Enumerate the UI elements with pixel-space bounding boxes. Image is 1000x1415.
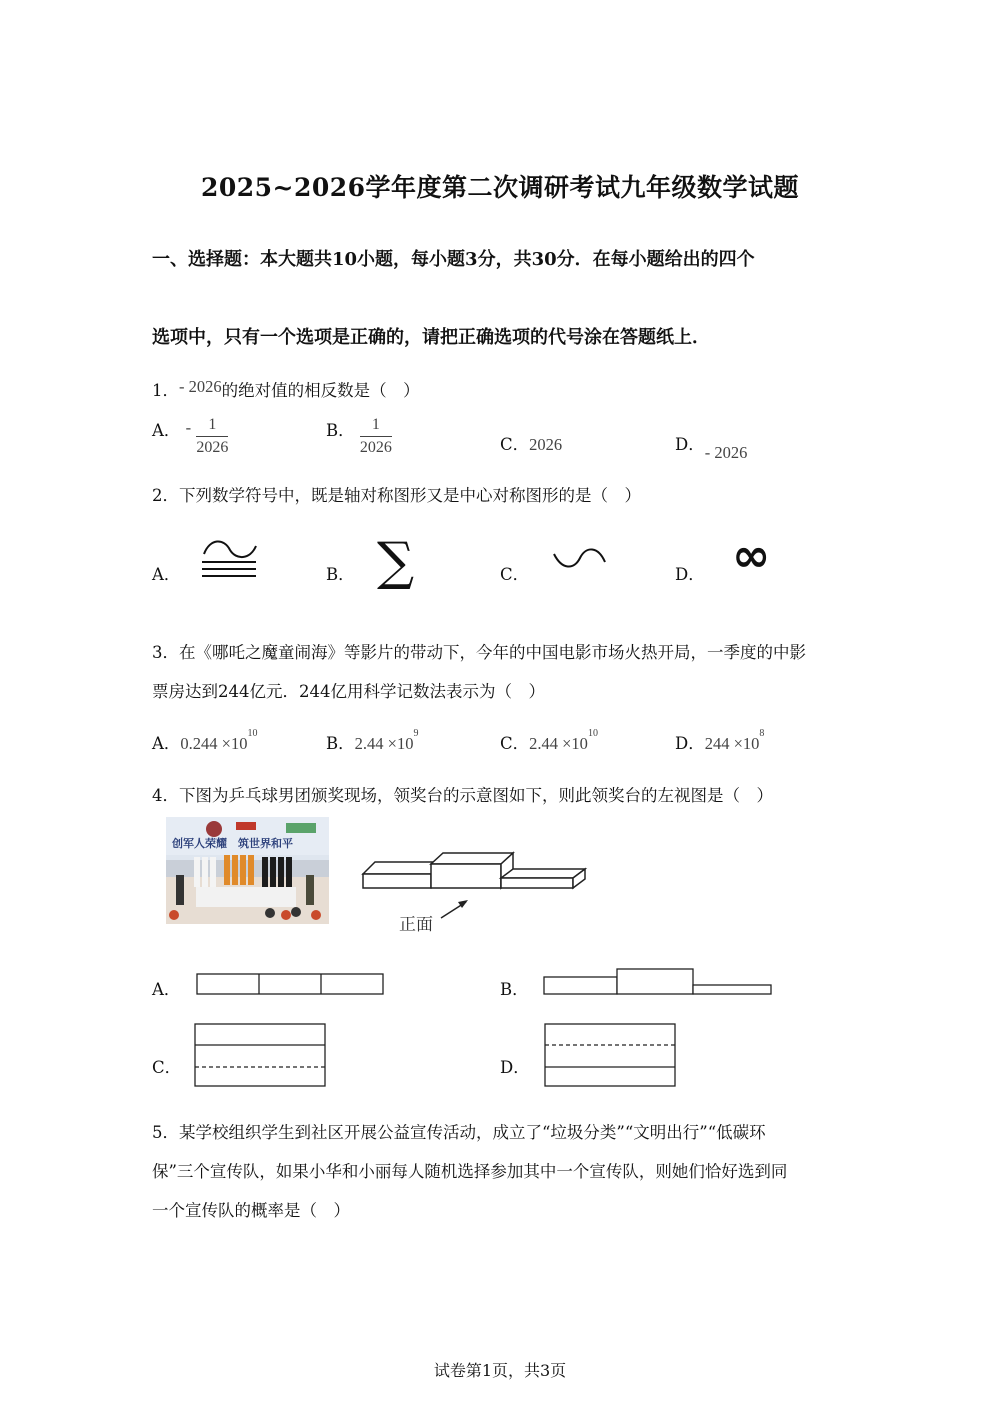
question-5-line2: 保”三个宣传队，如果小华和小丽每人随机选择参加其中一个宣传队，则她们恰好选到同 xyxy=(152,1162,788,1181)
q3-option-a[interactable] xyxy=(152,730,257,754)
award-ceremony-photo xyxy=(166,817,329,924)
q1-option-d-label: D． xyxy=(675,435,705,454)
q3-option-a-exponent: 10 xyxy=(247,728,258,739)
q3-option-b[interactable] xyxy=(326,730,418,754)
q4-option-b-label[interactable]: B． xyxy=(500,980,529,999)
q4-option-a-label[interactable]: A． xyxy=(152,980,181,999)
q4-option-c-label[interactable]: C． xyxy=(152,1058,182,1077)
question-5-line1: 5．某学校组织学生到社区开展公益宣传活动，成立了“垃圾分类”“文明出行”“低碳环 xyxy=(152,1123,766,1142)
question-4: 4．下图为乒乓球男团颁奖现场，领奖台的示意图如下，则此领奖台的左视图是（ ） xyxy=(152,786,773,805)
q3-option-c[interactable] xyxy=(500,730,598,754)
q3-option-c-exponent: 10 xyxy=(587,728,598,739)
question-1 xyxy=(152,377,420,401)
q1-option-d-value: - 2026 xyxy=(704,443,748,462)
q1-option-d[interactable] xyxy=(675,431,748,462)
q2-option-a-label[interactable]: A． xyxy=(152,565,181,584)
q1-option-b-fraction xyxy=(360,416,392,457)
q4-option-b-figure[interactable] xyxy=(543,968,775,998)
question-1-number: 1． xyxy=(152,381,179,400)
q3-option-d-label: D． xyxy=(675,734,705,753)
q1-option-c-value: 2026 xyxy=(529,435,563,454)
photo-banner: 创军人荣耀 筑世界和平 xyxy=(172,837,293,850)
q2-option-d-symbol: ∞ xyxy=(732,528,771,582)
numerator: 1 xyxy=(196,416,228,437)
q1-option-c-label: C． xyxy=(500,435,530,454)
front-label: 正面 xyxy=(399,915,433,935)
question-3-line1: 3．在《哪吒之魔童闹海》等影片的带动下，今年的中国电影市场火热开局，一季度的中影 xyxy=(152,643,806,662)
q3-option-d[interactable] xyxy=(675,730,764,754)
q3-option-b-base: 2.44 ×10 xyxy=(354,734,414,753)
q3-option-b-exponent: 9 xyxy=(413,728,419,739)
question-2-number: 2． xyxy=(152,486,179,505)
q1-option-a-label: A． xyxy=(152,421,181,440)
q1-option-b-label: B． xyxy=(326,421,355,440)
section-heading-line2: 选项中，只有一个选项是正确的，请把正确选项的代号涂在答题纸上． xyxy=(152,327,710,348)
denominator: 2026 xyxy=(196,439,229,456)
question-5-line3: 一个宣传队的概率是（ ） xyxy=(152,1201,350,1220)
q4-option-a-figure[interactable] xyxy=(196,973,386,997)
q2-option-c-symbol xyxy=(552,546,608,570)
denominator: 2026 xyxy=(359,439,392,456)
award-ceremony-illustration xyxy=(166,817,329,924)
page-footer: 试卷第1页，共3页 xyxy=(433,1361,567,1380)
q3-option-b-label: B． xyxy=(326,734,355,753)
question-3-line2: 票房达到244亿元．244亿用科学记数法表示为（ ） xyxy=(152,682,545,701)
q3-option-a-label: A． xyxy=(152,734,181,753)
q3-option-d-base: 244 ×10 xyxy=(704,734,760,753)
q2-option-a-symbol xyxy=(200,540,260,580)
question-2 xyxy=(152,482,641,506)
q3-option-d-exponent: 8 xyxy=(759,728,765,739)
q2-option-c-label[interactable]: C． xyxy=(500,565,530,584)
q3-option-c-base: 2.44 ×10 xyxy=(529,734,588,753)
question-1-text: 的绝对值的相反数是（ ） xyxy=(221,381,420,400)
question-2-text: 下列数学符号中，既是轴对称图形又是中心对称图形的是（ ） xyxy=(179,486,641,505)
q1-option-a-fraction xyxy=(196,416,228,457)
page-title: 2025~2026学年度第二次调研考试九年级数学试题 xyxy=(200,173,800,202)
numerator: 1 xyxy=(360,416,392,437)
q2-option-b-label[interactable]: B． xyxy=(326,565,355,584)
q3-option-c-label: C． xyxy=(500,734,530,753)
q3-option-a-base: 0.244 ×10 xyxy=(180,734,248,753)
q4-option-c-figure[interactable] xyxy=(194,1023,328,1089)
question-1-expression: - 2026 xyxy=(179,377,222,396)
section-heading-line1: 一、选择题：本大题共10小题，每小题3分，共30分．在每小题给出的四个 xyxy=(152,249,755,270)
q1-option-a-sign: - xyxy=(185,418,192,437)
q4-option-d-label[interactable]: D． xyxy=(500,1058,530,1077)
q1-option-c[interactable] xyxy=(500,431,562,455)
q2-option-d-label[interactable]: D． xyxy=(675,565,705,584)
q1-option-b[interactable] xyxy=(326,416,392,457)
q1-option-a[interactable] xyxy=(152,416,228,457)
q2-option-b-symbol: ∑ xyxy=(377,532,415,592)
q4-option-d-figure[interactable] xyxy=(544,1023,678,1089)
podium-diagram xyxy=(360,850,590,940)
